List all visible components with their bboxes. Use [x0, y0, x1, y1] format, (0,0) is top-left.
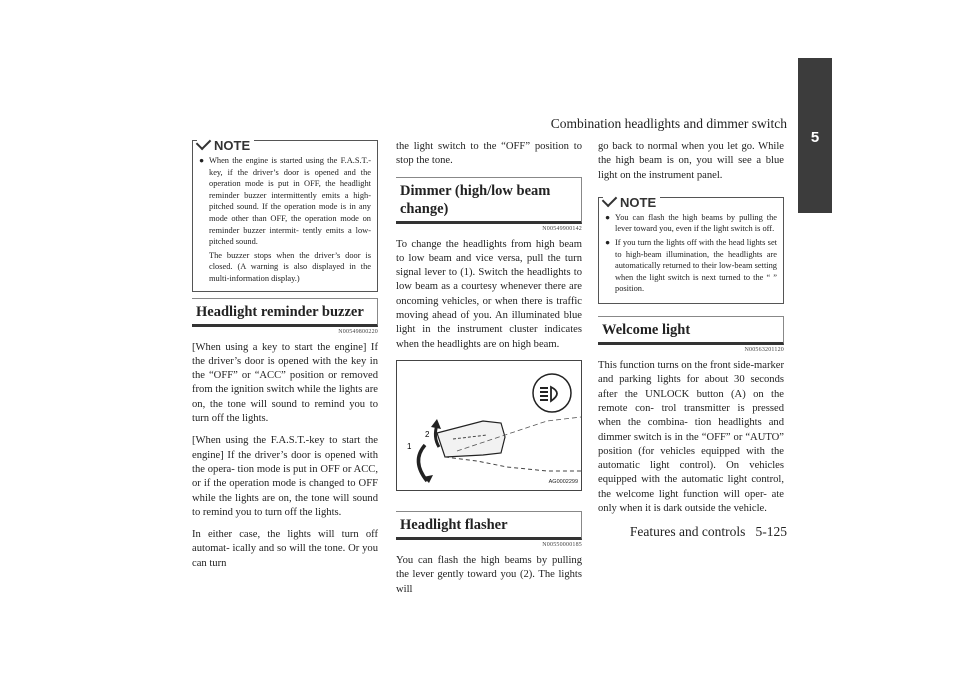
reference-code: N00549900142: [542, 225, 582, 232]
paragraph: In either case, the lights will turn off automat- ically and so will the tone. Or you can turn: [192, 529, 378, 569]
reference-code: N00563201120: [744, 347, 784, 354]
arrow-1-icon: [418, 445, 427, 481]
note-item: ● When the engine is started using the F.A.S.T.-key, if the driver’s door is opened and the operation mode is put in OFF, the headlight reminder buzzer intermittently emits a high-pitched sound. If the operation mode is in any mode other than OFF, the operation mode on reminder buzzer intermit- tently emits a low-pitched sound.: [199, 156, 371, 247]
section-heading: [598, 316, 784, 345]
section-heading: [192, 298, 378, 327]
paragraph: the light switch to the “OFF” position to stop the tone.: [396, 141, 582, 167]
lever-diagram: [397, 361, 583, 490]
checkmark-icon: [602, 192, 618, 208]
bullet-icon: ●: [605, 212, 611, 222]
paragraph: This function turns on the front side-marker and parking lights for about 30 seconds after the UNLOCK button (A) on the remote con- trol transmitter is pressed when the combina- tion headlights and dimmer switch is in the “OFF” or “AUTO” position (for vehicles equipped with the automatic light control). On vehicles equipped with the automatic light control, the welcome light function will oper- ate only when it is dark outside the vehicle.: [598, 360, 784, 515]
section-title: Welcome light: [602, 322, 691, 339]
paragraph: [When using a key to start the engine] If the driver’s door is opened with the key in the “OFF” or “ACC” position or removed from the ignition switch while the lights are on, the tone will sound to remind you to turn off the lights.: [192, 341, 378, 425]
turn-signal-lever: [437, 421, 505, 457]
checkmark-icon: [196, 135, 212, 151]
page-number: 5-125: [755, 524, 787, 539]
section-title: Headlight reminder buzzer: [196, 303, 364, 320]
note-label: NOTE: [620, 194, 657, 210]
figure-label-1: 1: [407, 441, 412, 451]
paragraph: You can flash the high beams by pulling the lever gently toward you (2). The lights will: [396, 554, 582, 595]
column-3: [598, 140, 784, 524]
reference-code: N00550000185: [542, 541, 582, 548]
high-beam-indicator-icon: [533, 374, 571, 412]
running-header: Combination headlights and dimmer switch: [550, 116, 787, 131]
section-heading: [396, 177, 582, 224]
paragraph: go back to normal when you let go. While the high beam is on, you will see a blue light on the instrument panel.: [598, 141, 784, 181]
paragraph: [When using the F.A.S.T.-key to start the engine] If the driver’s door is opened with the opera- tion mode is put in OFF or ACC, or if the operation mode is changed to OFF while the lights are on, the tone will sound to remind you to turn off the lights.: [192, 435, 378, 518]
reference-code: N00549800220: [338, 328, 378, 335]
figure-lever-illustration: [396, 360, 582, 491]
column-2: [396, 140, 582, 605]
chapter-tab: [798, 58, 832, 213]
figure-code: AG0002299: [548, 478, 578, 485]
note-box: [598, 194, 784, 304]
footer-section: Features and controls: [629, 524, 746, 539]
page-footer: [630, 524, 787, 540]
section-heading: [396, 511, 582, 540]
note-continuation: The buzzer stops when the driver’s door is closed. (A warning is also displayed in the multi-information display.): [209, 250, 371, 283]
bullet-icon: ●: [199, 156, 205, 165]
bullet-icon: ●: [605, 238, 611, 248]
chapter-number: 5: [810, 129, 820, 146]
note-item: ● You can flash the high beams by pulling the lever toward you, even if the light switch is off.: [605, 212, 777, 234]
high-beam-symbol-icon: [540, 388, 548, 400]
section-title: Headlight flasher: [400, 516, 508, 533]
note-label: NOTE: [214, 138, 251, 153]
column-1: [192, 140, 378, 579]
note-box: [192, 140, 378, 292]
section-title: Dimmer (high/low beam change): [400, 182, 551, 217]
paragraph: To change the headlights from high beam to low beam and vice versa, pull the turn signal lever to (1). Switch the headlights to low beam as a courtesy whenever there are oncoming vehicles, or when there is traffic moving ahead of you. An illuminated blue light in the instrument cluster indicates when the headlights are on high beam.: [396, 238, 582, 350]
figure-label-2: 2: [425, 429, 430, 439]
note-item: ● If you turn the lights off with the head lights set to high-beam illumination, the headlights are automatically returned to their low-beam setting when the light switch is next turned to the “ ” position.: [605, 238, 777, 294]
